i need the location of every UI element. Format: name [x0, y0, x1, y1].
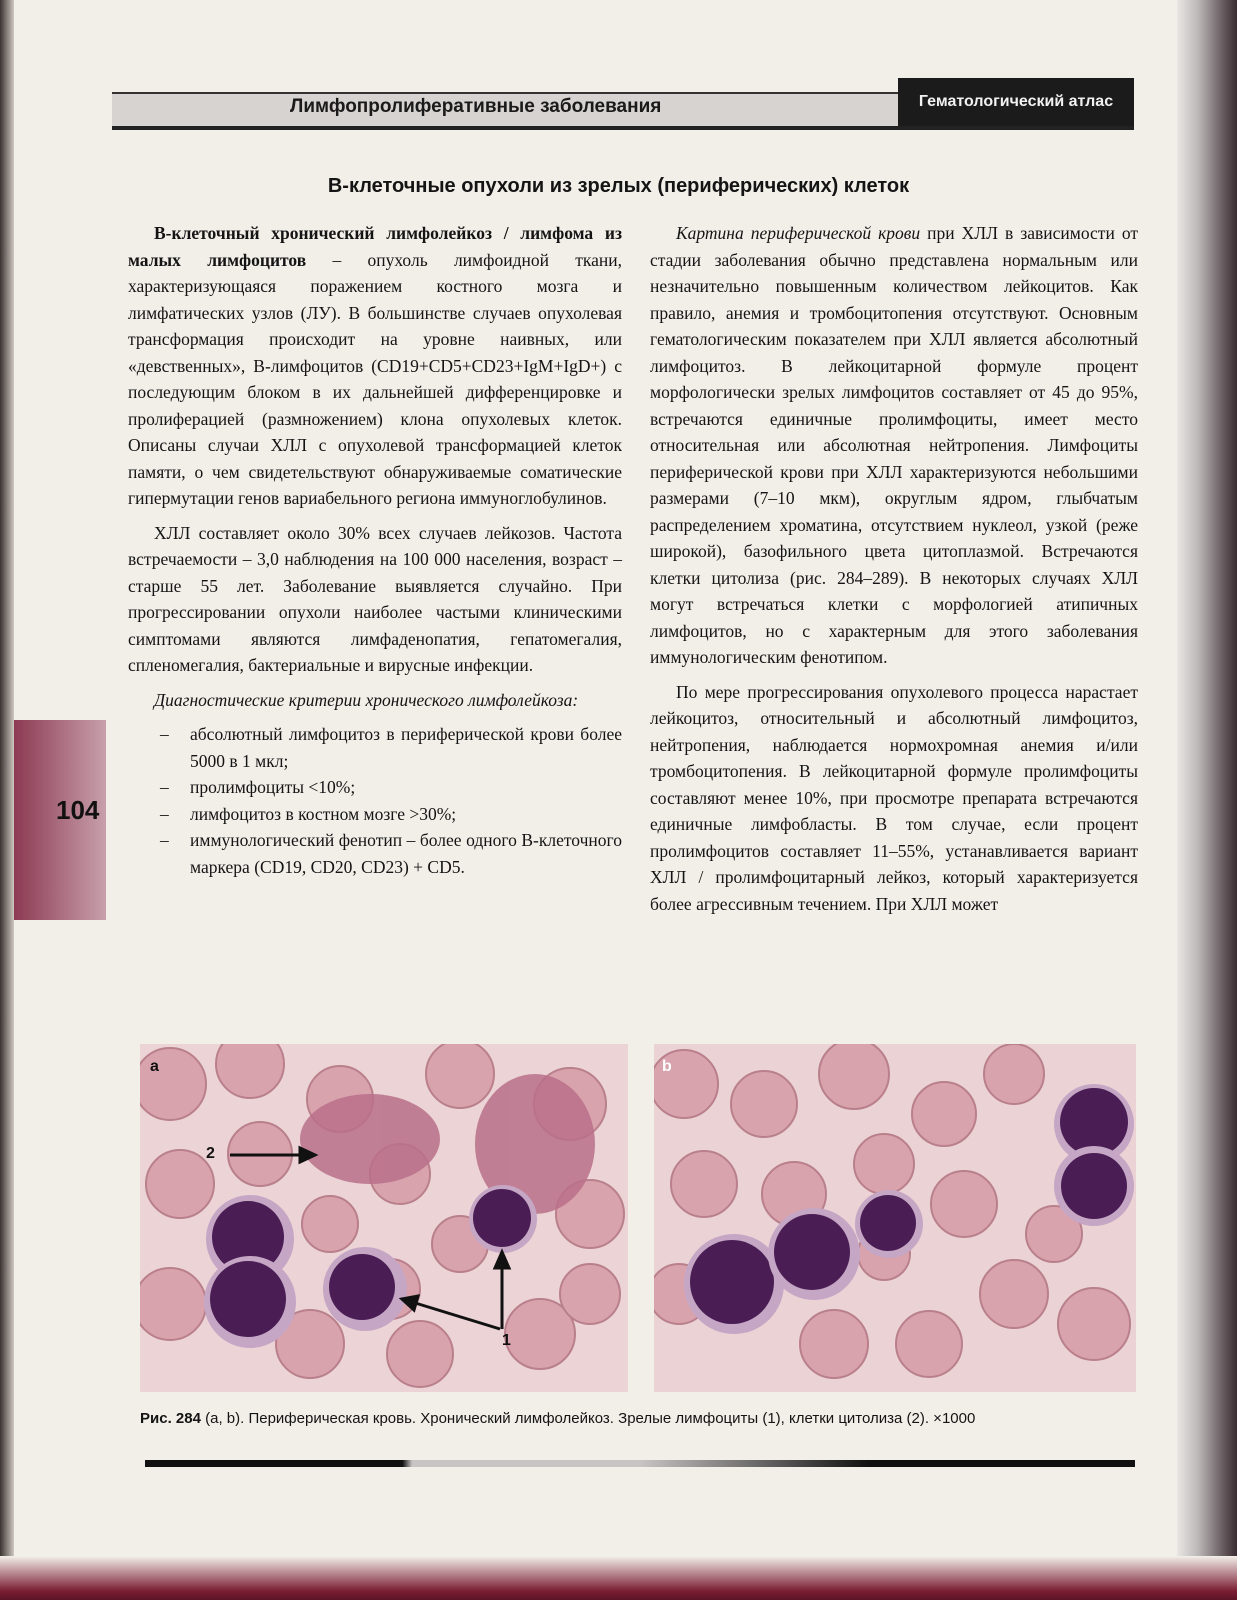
pointer-label-1: 1 — [502, 1332, 511, 1349]
blood-picture-term: Картина периферической крови — [676, 223, 921, 243]
right-column — [650, 220, 1138, 925]
criteria-item: – иммунологический фенотип – более одного В-клеточного маркера (CD19, CD20, CD23) + CD5. — [160, 827, 622, 880]
micrograph-panel-b — [654, 1044, 1136, 1392]
blood-picture-text: при ХЛЛ в зависимости от стадии заболевания обычно представлена нормальным или незначительно повышенным количеством лейкоцитов. Как правило, анемия и тромбоцитопения отсутствуют. Основным гематологическим показателем при ХЛЛ является абсолютный лимфоцитоз. В лейкоцитарной формуле процент морфологически зрелых лимфоцитов составляет от 45 до 95%, встречаются единичные пролимфоциты, имеет место относительная или абсолютная нейтропения. Лимфоциты периферической крови при ХЛЛ характеризуются небольшими размерами (7–10 мкм), округлым ядром, глыбчатым распределением хроматина, отсутствием нуклеол, узкой (реже широкой), базофильного цвета цитоплазмой. Встречаются клетки цитолиза (рис. 284–289). В некоторых случаях ХЛЛ могут встречаться клетки с морфологией атипичных лимфоцитов, но с характерным для этого заболевания иммунологическим фенотипом. — [650, 223, 1138, 667]
criteria-heading: Диагностические критерии хронического лимфолейкоза: — [154, 689, 579, 710]
term-definition: В-клеточный хронический лимфолейкоз / лимфома из малых лимфоцитов — [128, 223, 622, 270]
panel-a-label: a — [150, 1058, 159, 1075]
page-edge-shadow — [1177, 0, 1237, 1600]
micrograph-panel-a — [140, 1044, 628, 1392]
footer-rule — [145, 1460, 1135, 1467]
right-paragraph-2: По мере прогрессирования опухолевого процесса нарастает лейкоцитоз, относительный и абсолютный лимфоцитоз, нейтропения, наблюдается нормохромная анемия и/или тромбоцитопения. В лейкоцитарной формуле пролимфоциты составляют менее 10%, при просмотре препарата встречаются единичные лимфобласты. В том случае, если процент пролимфоцитов составляет 11–55%, устанавливается вариант ХЛЛ / пролимфоцитарный лейкоз, который характеризуется более агрессивным течением. При ХЛЛ может — [650, 681, 1138, 914]
running-header-book-title: Гематологический атлас — [898, 78, 1134, 126]
running-header-rule — [112, 126, 1134, 130]
caption-label: Рис. 284 — [140, 1410, 201, 1427]
criteria-item: – лимфоцитоз в костном мозге >30%; — [160, 801, 622, 828]
panel-b-label: b — [662, 1058, 672, 1075]
criteria-list — [128, 721, 622, 880]
left-column — [128, 220, 622, 880]
micrograph-a-image — [140, 1044, 628, 1392]
pointer-label-2: 2 — [206, 1145, 215, 1162]
criteria-item: – абсолютный лимфоцитоз в периферической крови более 5000 в 1 мкл; — [160, 721, 622, 774]
article-title: В-клеточные опухоли из зрелых (периферических) клеток — [327, 175, 910, 197]
criteria-item: – пролимфоциты <10%; — [160, 774, 622, 801]
micrograph-b-image — [654, 1044, 1136, 1392]
right-paragraph-1 — [650, 220, 1138, 671]
definition-text: – опухоль лимфоидной ткани, характеризующаяся поражением костного мозга и лимфатических узлов (ЛУ). В большинстве случаев опухолевая трансформация происходит на уровне наивных, или «девственных», В-лимфоцитов (CD19+CD5+CD23+IgM+IgD+) с последующим блоком в их дальнейшей дифференцировке и пролиферацией (размножением) клона опухолевых клеток. Описаны случаи ХЛЛ с опухолевой трансформацией клеток памяти, о чем свидетельствуют обнаруживаемые соматические гипермутации генов вариабельного региона иммуноглобулинов. — [128, 249, 622, 508]
page-spine-shadow — [0, 0, 14, 1600]
left-paragraph-1 — [128, 220, 622, 512]
left-paragraph-2: ХЛЛ составляет около 30% всех случаев лейкозов. Частота встречаемости – 3,0 наблюдения на 100 000 населения, возраст – старше 55 лет. Заболевание выявляется случайно. При прогрессировании опухоли наиболее частыми клиническими симптомами являются лимфаденопатия, гепатомегалия, спленомегалия, бактериальные и вирусные инфекции. — [128, 522, 622, 675]
page-number: 104 — [56, 795, 100, 825]
running-header-section: Лимфопролиферативные заболевания — [290, 96, 662, 117]
page-bottom-edge — [0, 1556, 1237, 1600]
caption-text: (a, b). Периферическая кровь. Хронический лимфолейкоз. Зрелые лимфоциты (1), клетки цитолиза (2). ×1000 — [200, 1410, 976, 1427]
figure-caption — [140, 1410, 1140, 1427]
